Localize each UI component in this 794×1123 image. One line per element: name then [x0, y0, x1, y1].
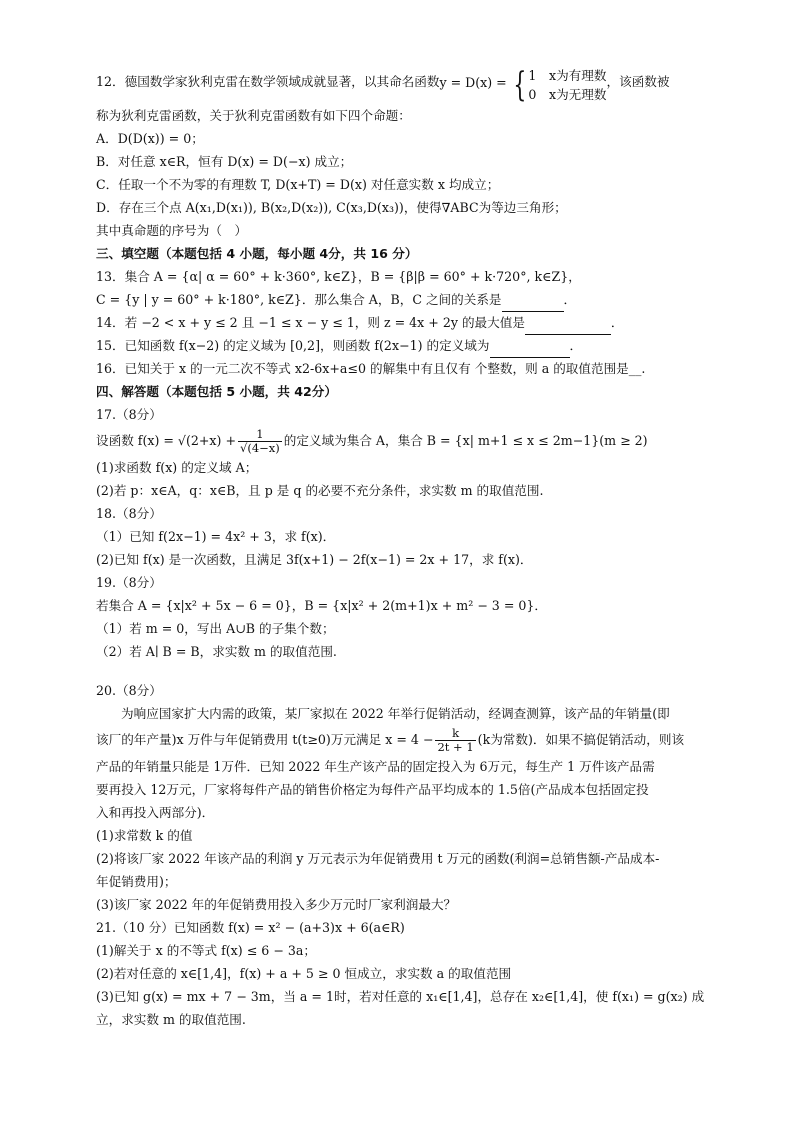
- q20-heading: 20.（8分）: [96, 683, 162, 698]
- q12-piecewise: [509, 63, 607, 103]
- q12-option-b: B．对任意 x∈R，恒有 D(x) = D(−x) 成立；: [96, 154, 353, 169]
- q13-line1: 13．集合 A = {α| α = 60° + k·360°, k∈Z}，B = {β|β = 60° + k·720°, k∈Z}，: [96, 269, 581, 284]
- q12-case-irrational: 0 x为无理数: [528, 87, 607, 102]
- q19-line1: 若集合 A = {x|x² + 5x − 6 = 0}，B = {x|x² + 2(m+1)x + m² − 3 = 0}．: [96, 598, 547, 613]
- q20-part1: (1)求常数 k 的值: [96, 828, 193, 843]
- q15-answer-blank[interactable]: [490, 334, 570, 358]
- q17-text: 的定义域为集合 A，集合 B = {x| m+1 ≤ x ≤ 2m−1}(m ≥ 2): [283, 433, 648, 448]
- q21-part2: (2)若对任意的 x∈[1,4]，f(x) + a + 5 ≥ 0 恒成立，求实数 a 的取值范围: [96, 966, 512, 981]
- q12-case-rational: 1 x为有理数: [528, 68, 607, 83]
- q20-part3: (3)该厂家 2022 年的年促销费用投入多少万元时厂家利润最大？: [96, 897, 457, 912]
- q21-heading: 21.（10 分）已知函数 f(x) = x² − (a+3)x + 6(a∈R): [96, 920, 405, 935]
- q13-end: ．: [563, 292, 577, 307]
- q15-line: [96, 334, 708, 357]
- q17-func: 设函数 f(x) = √(2+x) +: [96, 433, 237, 448]
- q12-text: 12．德国数学家狄利克雷在数学领域成就显著，以其命名函数: [96, 74, 440, 89]
- q12-line2: 称为狄利克雷函数，关于狄利克雷函数有如下四个命题：: [96, 108, 411, 123]
- q12-func: y = D(x) =: [439, 74, 507, 90]
- q20-line3: 产品的年销量只能是 1万件．已知 2022 年生产该产品的固定投入为 6万元，每生产 1 万件该产品需: [96, 759, 655, 774]
- q18-heading: 18.（8分）: [96, 506, 162, 521]
- q20-fraction-num: k: [435, 727, 475, 741]
- q19-part2: （2）若 A∣ B = B，求实数 m 的取值范围.: [96, 644, 337, 659]
- q12-option-d: D．存在三个点 A(x₁,D(x₁)), B(x₂,D(x₂)), C(x₃,D(x₃))，使得∇ABC为等边三角形；: [96, 200, 567, 215]
- q19-part1: （1）若 m = 0，写出 A∪B 的子集个数；: [96, 621, 335, 636]
- q18-part1: （1）已知 f(2x−1) = 4x² + 3，求 f(x)．: [96, 529, 336, 544]
- section-answer-heading: 四、解答题（本题包括 5 小题，共 42分）: [96, 384, 337, 399]
- brace-symbol: {: [513, 65, 527, 105]
- q13-text: C = {y | y = 60° + k·180°, k∈Z}．那么集合 A，B，C 之间的关系是: [96, 292, 502, 307]
- q19-heading: 19.（8分）: [96, 575, 162, 590]
- q15-end: ．: [569, 338, 583, 353]
- q20-fraction-den: 2t + 1: [437, 740, 474, 754]
- exam-page: [96, 60, 708, 1031]
- q20-text-end: (k为常数)．如果不搞促销活动，则该: [477, 732, 685, 747]
- q20-line2: [96, 725, 708, 755]
- q12-text-end: ，该函数被: [606, 74, 670, 89]
- q20-text: 该厂的年产量)x 万件与年促销费用 t(t≥0)万元满足 x = 4 −: [96, 732, 434, 747]
- q20-fraction: [435, 727, 475, 754]
- q17-heading: 17.（8分）: [96, 407, 162, 422]
- q21-part3-line2: 立，求实数 m 的取值范围.: [96, 1012, 246, 1027]
- q14-line: [96, 311, 708, 334]
- q17-fraction-num: 1: [238, 428, 282, 442]
- q15-text: 15．已知函数 f(x−2) 的定义域为 [0,2]，则函数 f(2x−1) 的定义域为: [96, 338, 490, 353]
- q20-part2-line2: 年促销费用)；: [96, 874, 177, 889]
- q17-part2: (2)若 p：x∈A，q：x∈B，且 p 是 q 的必要不充分条件，求实数 m 的取值范围.: [96, 483, 544, 498]
- section-fill-blank-heading: 三、填空题（本题包括 4 小题，每小题 4分，共 16 分）: [96, 246, 418, 261]
- q12-question: 其中真命题的序号为（ ）: [96, 223, 248, 238]
- q20-line1: 为响应国家扩大内需的政策，某厂家拟在 2022 年举行促销活动，经调查测算，该产品的年销量(即: [121, 706, 670, 721]
- q14-end: ．: [610, 315, 624, 330]
- q14-text: 14．若 −2 < x + y ≤ 2 且 −1 ≤ x − y ≤ 1，则 z = 4x + 2y 的最大值是: [96, 315, 525, 330]
- q13-answer-blank[interactable]: [502, 288, 564, 312]
- q17-fraction: [238, 428, 282, 455]
- q17-fraction-den: √(4−x): [240, 441, 280, 455]
- q20-part2-line1: (2)将该厂家 2022 年该产品的利润 y 万元表示为年促销费用 t 万元的函数(利润=总销售额-产品成本-: [96, 851, 660, 866]
- q17-part1: (1)求函数 f(x) 的定义域 A；: [96, 460, 258, 475]
- q17-line1: [96, 426, 708, 456]
- q12-option-c: C．任取一个不为零的有理数 T, D(x+T) = D(x) 对任意实数 x 均成立；: [96, 177, 500, 192]
- spacer: [96, 663, 708, 679]
- q12-option-a: A．D(D(x)) = 0；: [96, 131, 204, 146]
- q18-part2: (2)已知 f(x) 是一次函数，且满足 3f(x+1) − 2f(x−1) = 2x + 17，求 f(x)．: [96, 552, 533, 567]
- q20-line4: 要再投入 12万元，厂家将每件产品的销售价格定为每件产品平均成本的 1.5倍(产品成本包括固定投: [96, 782, 649, 797]
- q16-line: 16．已知关于 x 的一元二次不等式 x2-6x+a≤0 的解集中有且仅有 个整数，则 a 的取值范围是__.: [96, 361, 646, 376]
- q21-part3-line1: (3)已知 g(x) = mx + 7 − 3m，当 a = 1时，若对任意的 x₁∈[1,4]，总存在 x₂∈[1,4]，使 f(x₁) = g(x₂) 成: [96, 989, 705, 1004]
- q14-answer-blank[interactable]: [525, 311, 611, 335]
- q13-line2: [96, 288, 708, 311]
- q12-line1: [96, 60, 708, 104]
- q21-part1: (1)解关于 x 的不等式 f(x) ≤ 6 − 3a；: [96, 943, 316, 958]
- q20-line5: 入和再投入两部分)．: [96, 805, 215, 820]
